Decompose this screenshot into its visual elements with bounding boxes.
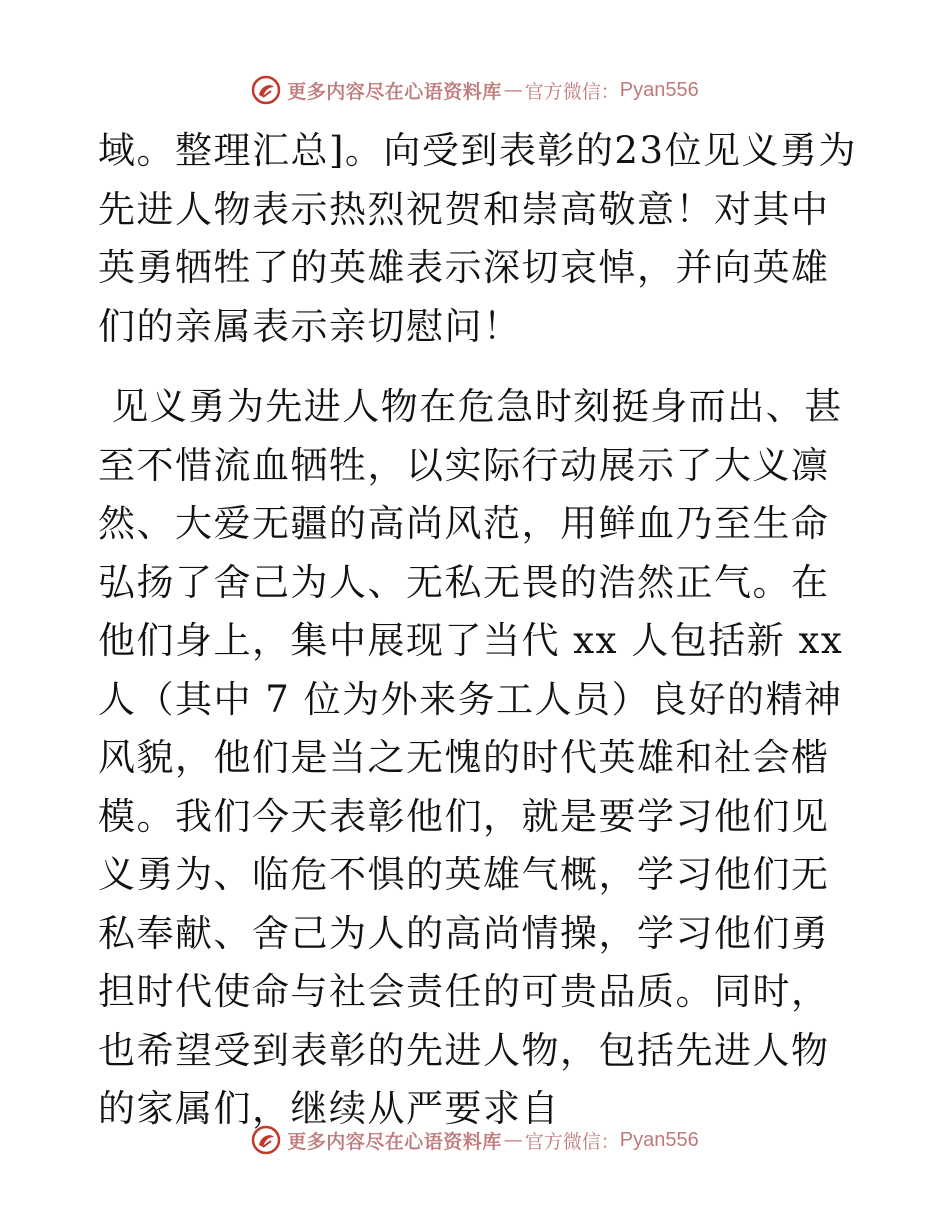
footer-wechat-label: 官方微信：	[524, 1130, 620, 1153]
footer-separator: —	[503, 1129, 523, 1151]
footer-wechat-id: Pyan556	[619, 1128, 699, 1151]
header-wechat-id: Pyan556	[619, 78, 699, 101]
paragraph-2: 见义勇为先进人物在危急时刻挺身而出、甚至不惜流血牺牲，以实际行动展示了大义凛然、大爱无疆的高尚风范，用鲜血乃至生命弘扬了舍己为人、无私无畏的浩然正气。在他们身上，集中展现了当代 xx 人包括新 xx 人（其中 7 位为外来务工人员）良好的精神风貌，他们是当之无愧的时代英雄和社会楷模。我们今天表彰他们，就是要学习他们见义勇为、临危不惧的英雄气概，学习他们无私奉献、舍己为人的高尚情操，学习他们勇担时代使命与社会责任的可贵品质。同时，也希望受到表彰的先进人物，包括先进人物的家属们，继续从严要求自	[98, 385, 857, 1130]
red-swirl-logo-icon	[251, 75, 281, 105]
header-banner	[0, 70, 950, 110]
red-swirl-logo-icon	[251, 1125, 281, 1155]
footer-banner	[0, 1120, 950, 1160]
footer-brand-text: 更多内容尽在心语资料库	[287, 1130, 502, 1153]
header-brand-text: 更多内容尽在心语资料库	[287, 80, 502, 103]
header-wechat-label: 官方微信：	[524, 80, 620, 103]
document-body	[98, 122, 858, 1139]
paragraph-1: 域。整理汇总]。向受到表彰的23位见义勇为先进人物表示热烈祝贺和崇高敬意！对其中英勇牺牲了的英雄表示深切哀悼，并向英雄们的亲属表示亲切慰问！	[98, 129, 858, 348]
header-separator: —	[503, 79, 523, 101]
